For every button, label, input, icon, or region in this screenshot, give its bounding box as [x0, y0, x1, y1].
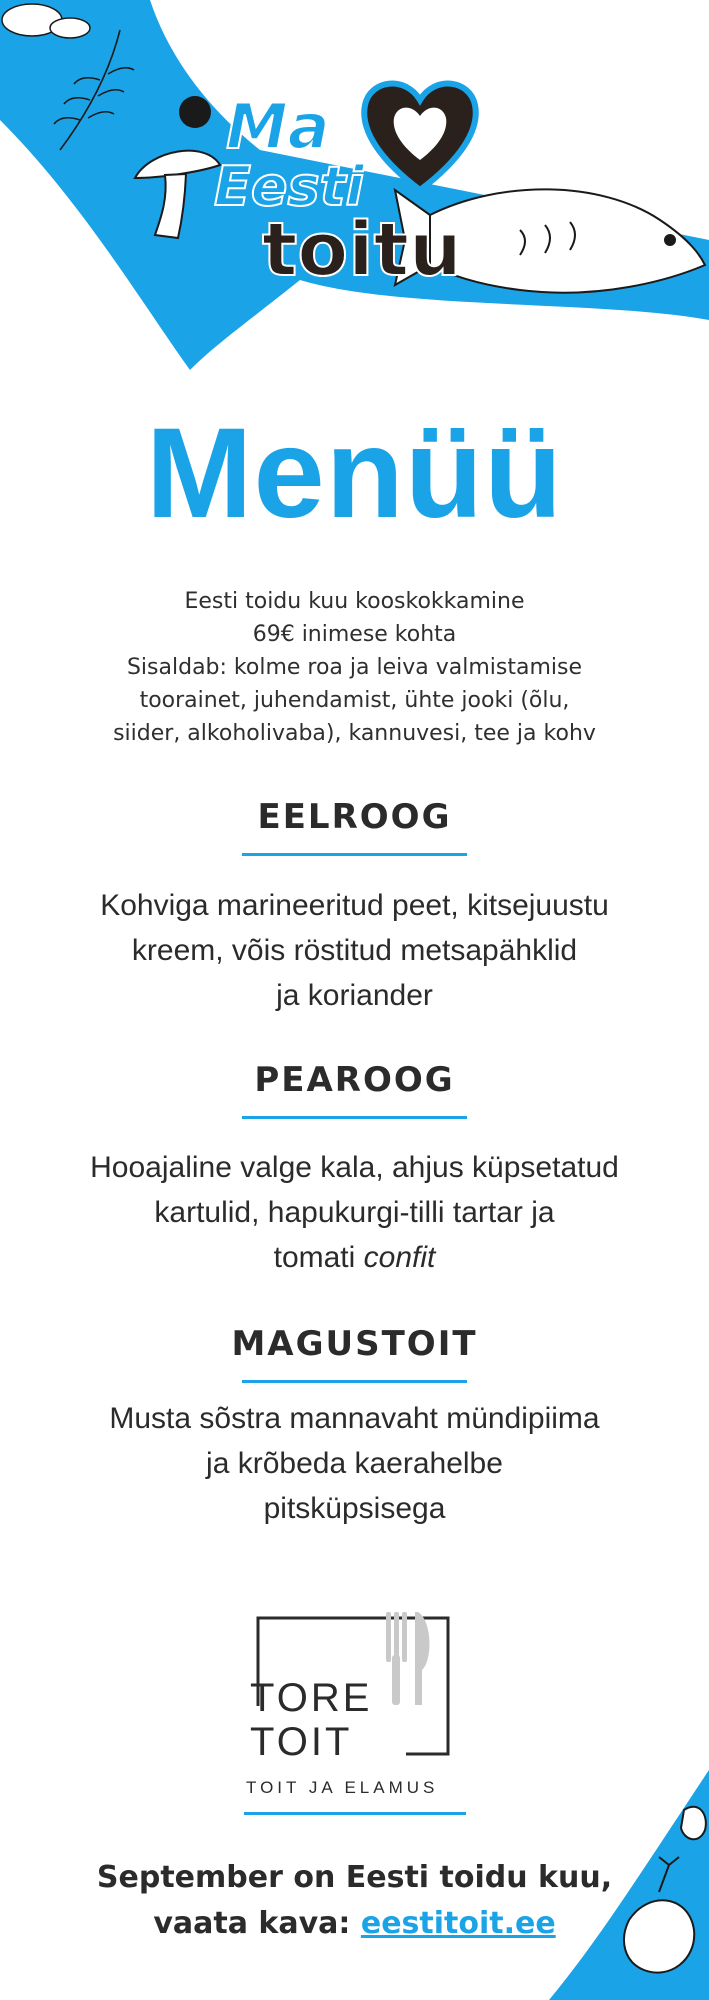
logo-word-ma: Ma	[226, 90, 330, 163]
bottom-illustration	[509, 1770, 709, 2000]
starter-description	[30, 883, 679, 1018]
starter-heading: EELROOG	[257, 797, 452, 837]
dessert-divider	[242, 1380, 467, 1383]
logo-word-tore: TORE	[250, 1676, 373, 1720]
dish-line: Hooajaline valge kala, ahjus küpsetatud	[90, 1151, 619, 1184]
intro-line: Sisaldab: kolme roa ja leiva valmistamise	[126, 655, 583, 680]
website-link[interactable]: eestitoit.ee	[360, 1906, 556, 1941]
logo-tagline: TOIT JA ELAMUS	[246, 1778, 439, 1797]
intro-line: toorainet, juhendamist, ühte jooki (õlu,	[139, 688, 570, 713]
page-title: Menüü	[145, 402, 564, 545]
intro-line: Eesti toidu kuu kooskokkamine	[184, 589, 525, 614]
dish-line: ja koriander	[276, 979, 433, 1012]
intro-text	[40, 585, 669, 750]
top-illustration	[0, 0, 709, 380]
logo-divider	[244, 1812, 466, 1815]
dish-italic-word: confit	[363, 1241, 436, 1274]
fork-knife-icon	[386, 1612, 429, 1705]
dish-line: Kohviga marineeritud peet, kitsejuustu	[100, 889, 609, 922]
intro-line: 69€ inimese kohta	[252, 622, 457, 647]
dish-line: kreem, võis röstitud metsapähklid	[131, 934, 578, 967]
logo-word-toit: TOIT	[250, 1720, 353, 1764]
intro-line: siider, alkoholivaba), kannuvesi, tee ja kohv	[113, 721, 596, 746]
main-course-heading: PEAROOG	[254, 1060, 455, 1100]
dessert-heading: MAGUSTOIT	[231, 1324, 478, 1364]
main-course-divider	[242, 1116, 467, 1119]
footer-prefix: vaata kava:	[153, 1906, 351, 1941]
dish-line: Musta sõstra mannavaht mündipiima	[109, 1402, 600, 1435]
blue-corner	[549, 1770, 709, 2000]
logo-word-toitu: toitu	[262, 207, 462, 293]
main-course-description	[30, 1145, 679, 1280]
dish-line: kartulid, hapukurgi-tilli tartar ja	[154, 1196, 555, 1229]
footer-line-1: September on Eesti toidu kuu,	[96, 1860, 613, 1895]
dish-line	[30, 1235, 679, 1280]
dish-line: ja krõbeda kaerahelbe	[206, 1447, 503, 1480]
tore-toit-logo	[240, 1610, 470, 1800]
dish-line-text: tomati	[273, 1241, 356, 1274]
logo-word-eesti: Eesti	[214, 155, 364, 218]
dessert-description	[30, 1396, 679, 1531]
starter-divider	[242, 853, 467, 856]
dish-line: pitsküpsisega	[263, 1492, 446, 1525]
berry-icon	[179, 96, 211, 128]
